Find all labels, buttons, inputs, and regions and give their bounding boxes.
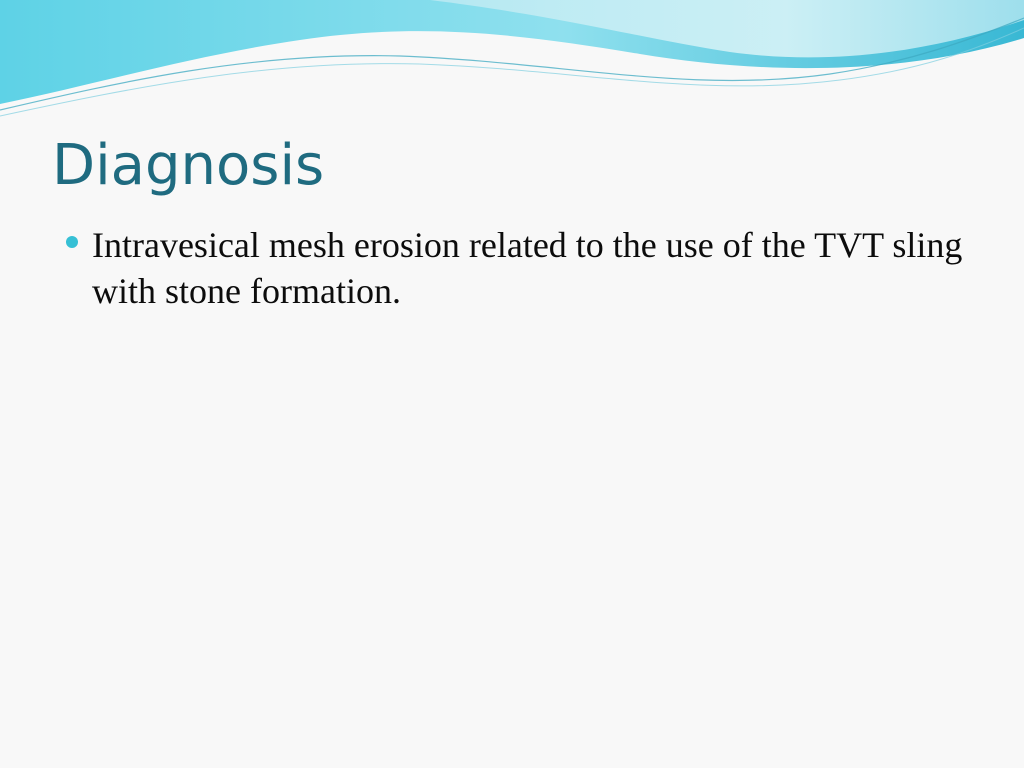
bullet-text: Intravesical mesh erosion related to the use of the TVT sling with stone formation. xyxy=(92,225,963,311)
slide-title: Diagnosis xyxy=(52,133,325,198)
bullet-item xyxy=(62,222,982,314)
bullet-list xyxy=(62,222,982,314)
wave-header-decoration xyxy=(0,0,1024,130)
filled-circle-icon xyxy=(66,236,78,248)
